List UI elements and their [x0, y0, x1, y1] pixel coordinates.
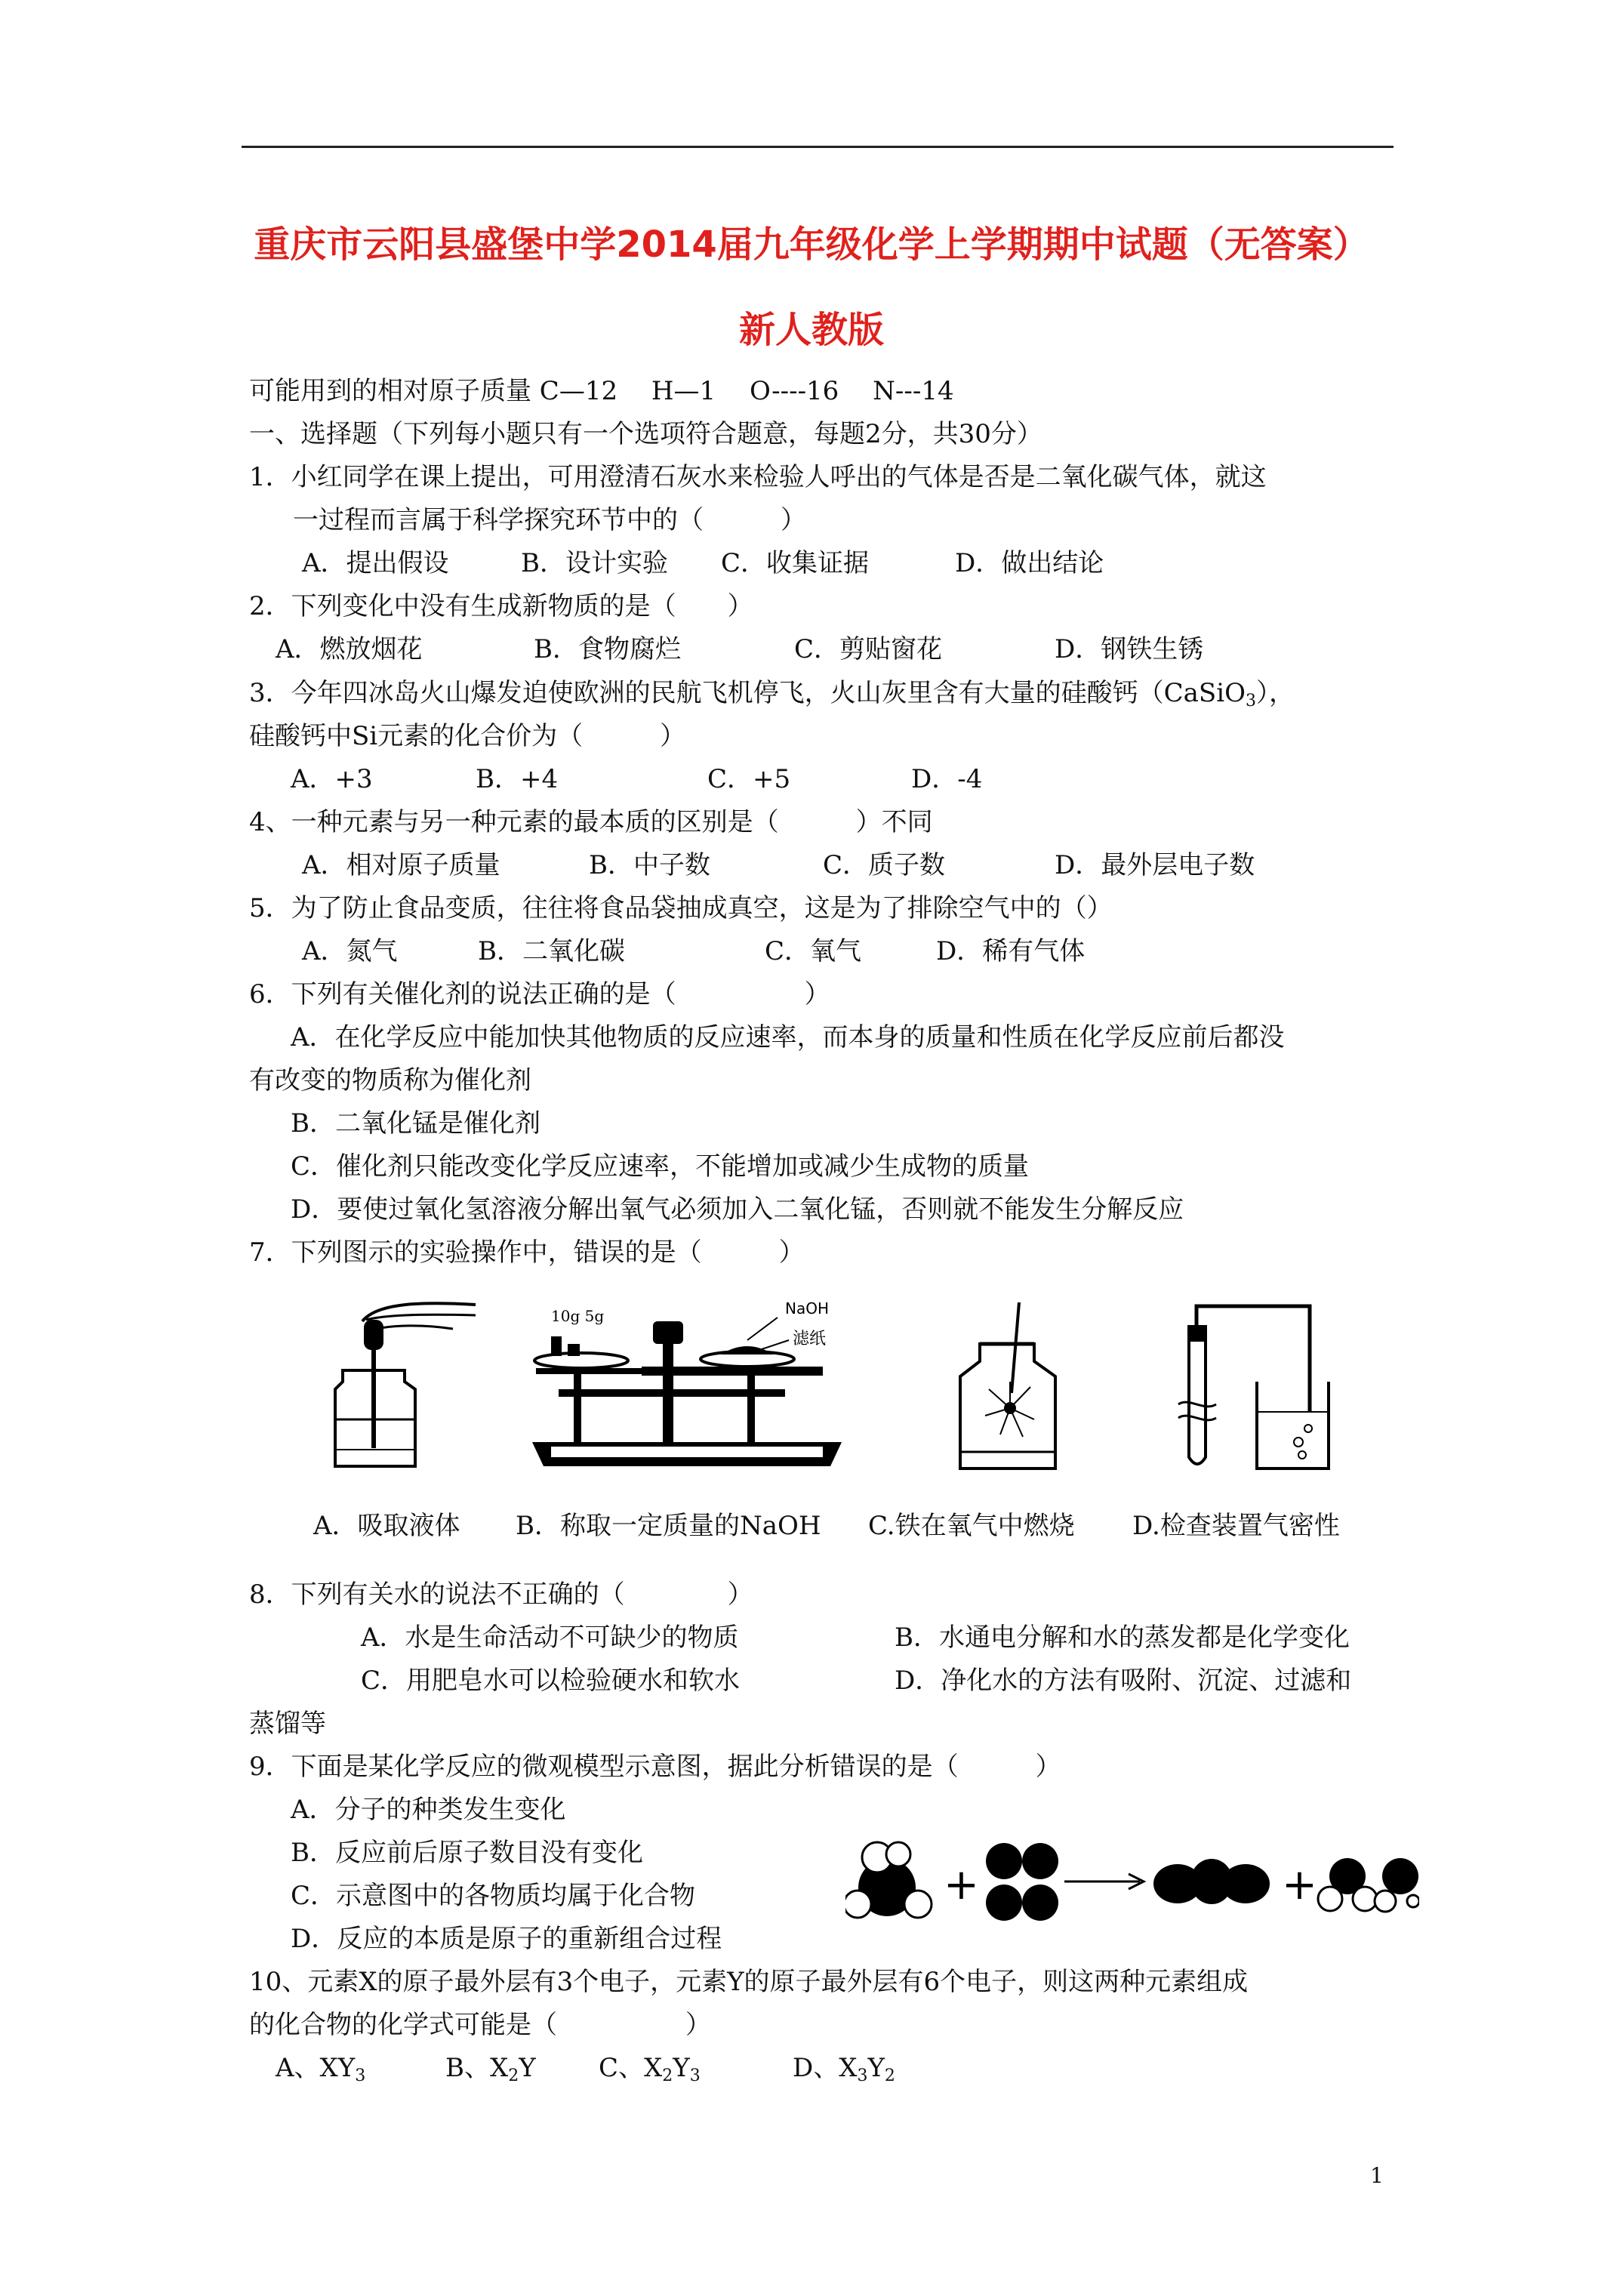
q6-option-a-line2: 有改变的物质称为催化剂: [249, 1065, 531, 1096]
q7-option-b: B．称取一定质量的NaOH: [516, 1511, 821, 1541]
q3-option-d: D．-4: [911, 764, 983, 794]
header-rule: [242, 146, 1394, 148]
q1-option-a: A．提出假设: [302, 548, 449, 578]
q10-c-sub: 2: [662, 2066, 673, 2085]
q9-option-b: B．反应前后原子数目没有变化: [291, 1838, 643, 1868]
q7-stem: 7．下列图示的实验操作中，错误的是（ ）: [249, 1237, 805, 1268]
q9-plus-1: +: [944, 1860, 979, 1909]
q10-d-sub: 3: [857, 2066, 868, 2085]
q10-a-text: A、XY: [276, 2053, 356, 2083]
q6-option-b: B．二氧化锰是催化剂: [291, 1108, 540, 1139]
q8-option-b: B．水通电分解和水的蒸发都是化学变化: [895, 1623, 1350, 1653]
q4-option-c: C．质子数: [823, 850, 946, 880]
q7-figure-c-iron-burning: [959, 1302, 1064, 1476]
q7-figure-d-airtight-check: [1174, 1299, 1332, 1480]
q2-option-a: A．燃放烟花: [276, 634, 423, 664]
q2-stem: 2．下列变化中没有生成新物质的是（ ）: [249, 591, 753, 621]
q10-stem-line2: 的化合物的化学式可能是（ ）: [249, 2010, 711, 2040]
q6-stem: 6．下列有关催化剂的说法正确的是（ ）: [249, 979, 830, 1009]
page-subtitle: 新人教版: [738, 309, 884, 351]
q7-fig-paper-label: 滤纸: [793, 1330, 827, 1348]
q3-stem-text: 3．今年四冰岛火山爆发迫使欧洲的民航飞机停飞，火山灰里含有大量的硅酸钙（CaSiO: [249, 678, 1246, 708]
q4-option-d: D．最外层电子数: [1055, 850, 1255, 880]
q10-b-post: Y: [519, 2053, 536, 2083]
q10-option-a: [276, 2053, 365, 2083]
q10-stem-line1: 10、元素X的原子最外层有3个电子，元素Y的原子最外层有6个电子，则这两种元素组成: [249, 1967, 1249, 1997]
q9-reaction-model: [845, 1820, 1419, 1933]
atomic-masses-line: 可能用到的相对原子质量 C—12 H—1 O----16 N---14: [249, 376, 954, 406]
q5-option-a: A．氮气: [302, 936, 398, 966]
page-number: 1: [1370, 2163, 1384, 2188]
q7-figure-a-dropper: [332, 1299, 483, 1480]
q5-option-d: D．稀有气体: [936, 936, 1086, 966]
q5-option-c: C．氧气: [765, 936, 862, 966]
q7-fig-naoh-label: NaOH: [785, 1299, 829, 1318]
q3-option-a: A．+3: [291, 764, 373, 794]
q8-option-d: D．净化水的方法有吸附、沉淀、过滤和: [895, 1666, 1352, 1696]
q10-b-sub: 2: [508, 2066, 519, 2085]
page-title: 重庆市云阳县盛堡中学2014届九年级化学上学期期中试题（无答案）: [254, 223, 1369, 266]
q4-stem: 4、一种元素与另一种元素的最本质的区别是（ ）不同: [249, 807, 933, 837]
q7-option-a: A．吸取液体: [313, 1511, 460, 1541]
q3-option-b: B．+4: [476, 764, 559, 794]
q1-option-c: C．收集证据: [721, 548, 870, 578]
q10-option-c: [599, 2053, 701, 2083]
q7-option-c: C.铁在氧气中燃烧: [868, 1511, 1075, 1541]
q4-option-a: A．相对原子质量: [302, 850, 500, 880]
q9-option-a: A．分子的种类发生变化: [291, 1795, 566, 1825]
q10-d-sub2: 2: [884, 2066, 895, 2085]
q2-option-b: B．食物腐烂: [534, 634, 681, 664]
q10-d-mid: Y: [867, 2053, 885, 2083]
q8-stem: 8．下列有关水的说法不正确的（ ）: [249, 1579, 753, 1610]
q10-option-d: [793, 2053, 895, 2083]
q10-option-b: [445, 2053, 536, 2083]
q3-stem-line1: [249, 678, 1295, 708]
q1-stem-line1: 1．小红同学在课上提出，可用澄清石灰水来检验人呼出的气体是否是二氧化碳气体，就这: [249, 462, 1267, 492]
q7-option-d: D.检查装置气密性: [1132, 1511, 1340, 1541]
section-heading: 一、选择题（下列每小题只有一个选项符合题意，每题2分，共30分）: [249, 419, 1042, 449]
q2-option-d: D．钢铁生锈: [1055, 634, 1204, 664]
q1-stem-line2: 一过程而言属于科学探究环节中的（ ）: [293, 505, 806, 535]
q6-option-a-line1: A．在化学反应中能加快其他物质的反应速率，而本身的质量和性质在化学反应前后都没: [291, 1022, 1285, 1052]
q3-stem-close: ），: [1255, 678, 1295, 708]
q8-option-d-line2: 蒸馏等: [249, 1709, 326, 1739]
q1-option-b: B．设计实验: [521, 548, 668, 578]
q10-d-text: D、X: [793, 2053, 858, 2083]
q5-option-b: B．二氧化碳: [478, 936, 625, 966]
q1-option-d: D．做出结论: [955, 548, 1104, 578]
q2-option-c: C．剪贴窗花: [794, 634, 943, 664]
q3-option-c: C．+5: [707, 764, 791, 794]
q10-c-mid: Y: [673, 2053, 690, 2083]
q9-option-d: D．反应的本质是原子的重新组合过程: [291, 1924, 722, 1954]
q9-stem: 9．下面是某化学反应的微观模型示意图，据此分析错误的是（ ）: [249, 1752, 1061, 1782]
q3-stem-line2: 硅酸钙中Si元素的化合价为（ ）: [249, 721, 686, 751]
q10-c-sub2: 3: [689, 2066, 701, 2085]
q3-stem-subscript: 3: [1245, 692, 1256, 710]
q5-stem: 5．为了防止食品变质，往往将食品袋抽成真空，这是为了排除空气中的（）: [249, 893, 1113, 923]
q6-option-d: D．要使过氧化氢溶液分解出氧气必须加入二氧化锰，否则就不能发生分解反应: [291, 1194, 1184, 1225]
q7-figure-b-balance: [528, 1299, 845, 1480]
q9-option-c: C．示意图中的各物质均属于化合物: [291, 1881, 696, 1911]
q8-option-a: A．水是生命活动不可缺少的物质: [361, 1623, 739, 1653]
q10-c-text: C、X: [599, 2053, 663, 2083]
q8-option-c: C．用肥皂水可以检验硬水和软水: [361, 1666, 741, 1696]
q9-plus-2: +: [1282, 1860, 1317, 1909]
q10-b-text: B、X: [445, 2053, 509, 2083]
q6-option-c: C．催化剂只能改变化学反应速率，不能增加或减少生成物的质量: [291, 1151, 1030, 1182]
q10-a-sub: 3: [355, 2066, 366, 2085]
q7-fig-weights-label: 10g 5g: [551, 1307, 605, 1325]
q4-option-b: B．中子数: [589, 850, 710, 880]
